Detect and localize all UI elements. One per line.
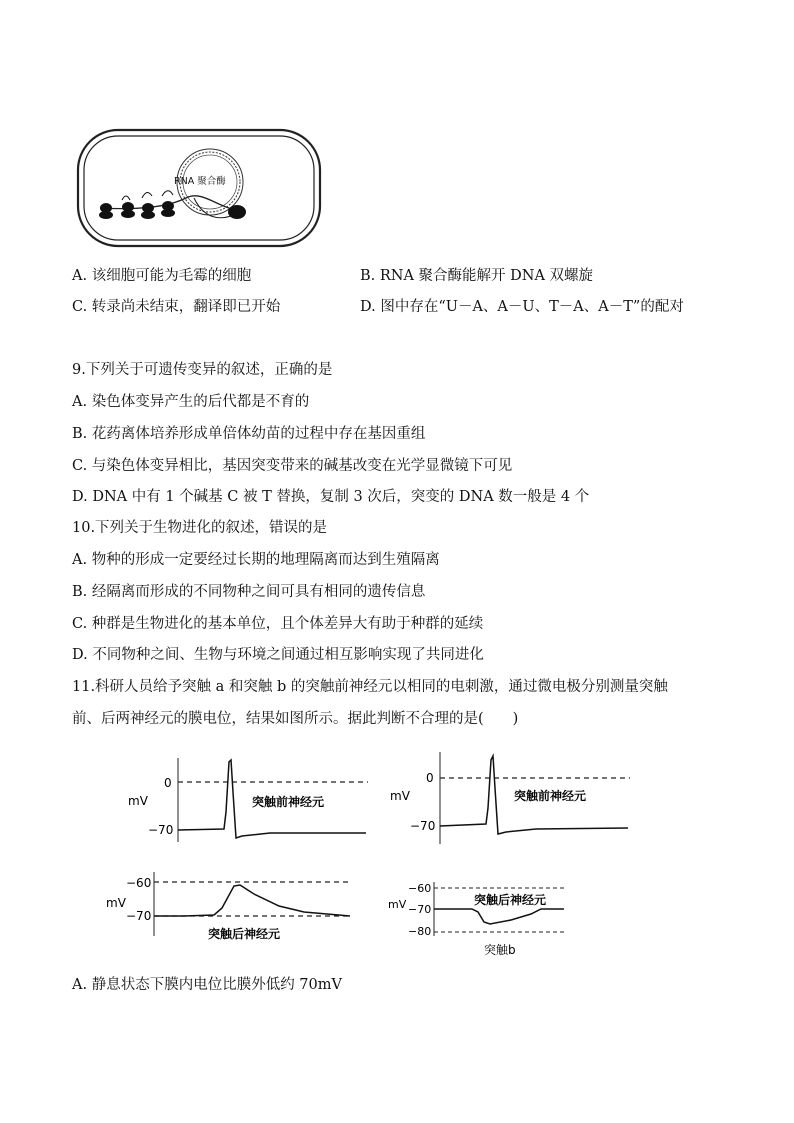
postsynaptic-b-label: 突触后神经元 [474,893,547,907]
postsynaptic-b-tick-bottom: −80 [408,925,432,938]
presynaptic-a-tick-bottom: −70 [148,823,174,837]
presynaptic-b-tick-top: 0 [426,771,434,785]
postsynaptic-a-label: 突触后神经元 [208,927,281,941]
q10-option-c: C. 种群是生物进化的基本单位，且个体差异大有助于种群的延续 [72,616,484,632]
rna-polymerase-label: RNA 聚合酶 [174,176,226,187]
q10-option-a: A. 物种的形成一定要经过长期的地理隔离而达到生殖隔离 [72,552,440,568]
q8-option-d: D. 图中存在“U－A、A－U、T－A、A－T”的配对 [360,299,684,315]
presynaptic-a-chart [120,752,370,848]
q11-stem-line1: 11.科研人员给予突触 a 和突触 b 的突触前神经元以相同的电刺激，通过微电极分别测量突触 [72,679,668,695]
q9-option-c: C. 与染色体变异相比，基因突变带来的碱基改变在光学显微镜下可见 [72,458,513,474]
q9-option-d: D. DNA 中有 1 个碱基 C 被 T 替换，复制 3 次后，突变的 DNA 数一般是 4 个 [72,489,590,505]
presynaptic-a-tick-top: 0 [164,776,172,790]
q10-option-d: D. 不同物种之间、生物与环境之间通过相互影响实现了共同进化 [72,647,484,663]
postsynaptic-b-tick-top: −60 [408,882,432,895]
presynaptic-b-unit: mV [390,789,410,803]
postsynaptic-a-chart [104,868,356,946]
q11-stem-line2: 前、后两神经元的膜电位，结果如图所示。据此判断不合理的是( ) [72,711,519,727]
q8-option-c: C. 转录尚未结束，翻译即已开始 [72,299,281,315]
q10-option-b: B. 经隔离而形成的不同物种之间可具有相同的遗传信息 [72,584,426,600]
q8-option-b: B. RNA 聚合酶能解开 DNA 双螺旋 [360,268,594,284]
postsynaptic-b-unit: mV [388,898,407,911]
postsynaptic-a-tick-top: −60 [126,876,152,890]
postsynaptic-a-unit: mV [106,896,126,910]
q8-option-a: A. 该细胞可能为毛霉的细胞 [72,268,252,284]
presynaptic-b-tick-bottom: −70 [410,819,436,833]
postsynaptic-b-tick-mid: −70 [408,903,432,916]
presynaptic-b-chart [386,748,634,848]
q9-option-b: B. 花药离体培养形成单倍体幼苗的过程中存在基因重组 [72,426,426,442]
cell-diagram [76,128,322,248]
presynaptic-b-label: 突触前神经元 [514,789,587,803]
postsynaptic-b-chart [386,878,572,962]
postsynaptic-a-tick-bottom: −70 [126,909,152,923]
q9-option-a: A. 染色体变异产生的后代都是不育的 [72,394,310,410]
q10-stem: 10.下列关于生物进化的叙述，错误的是 [72,520,328,536]
presynaptic-a-unit: mV [128,794,148,808]
q9-stem: 9.下列关于可遗传变异的叙述，正确的是 [72,362,333,378]
synapse-b-caption: 突触b [484,943,516,957]
q11-option-a: A. 静息状态下膜内电位比膜外低约 70mV [72,977,342,993]
presynaptic-a-label: 突触前神经元 [252,795,325,809]
